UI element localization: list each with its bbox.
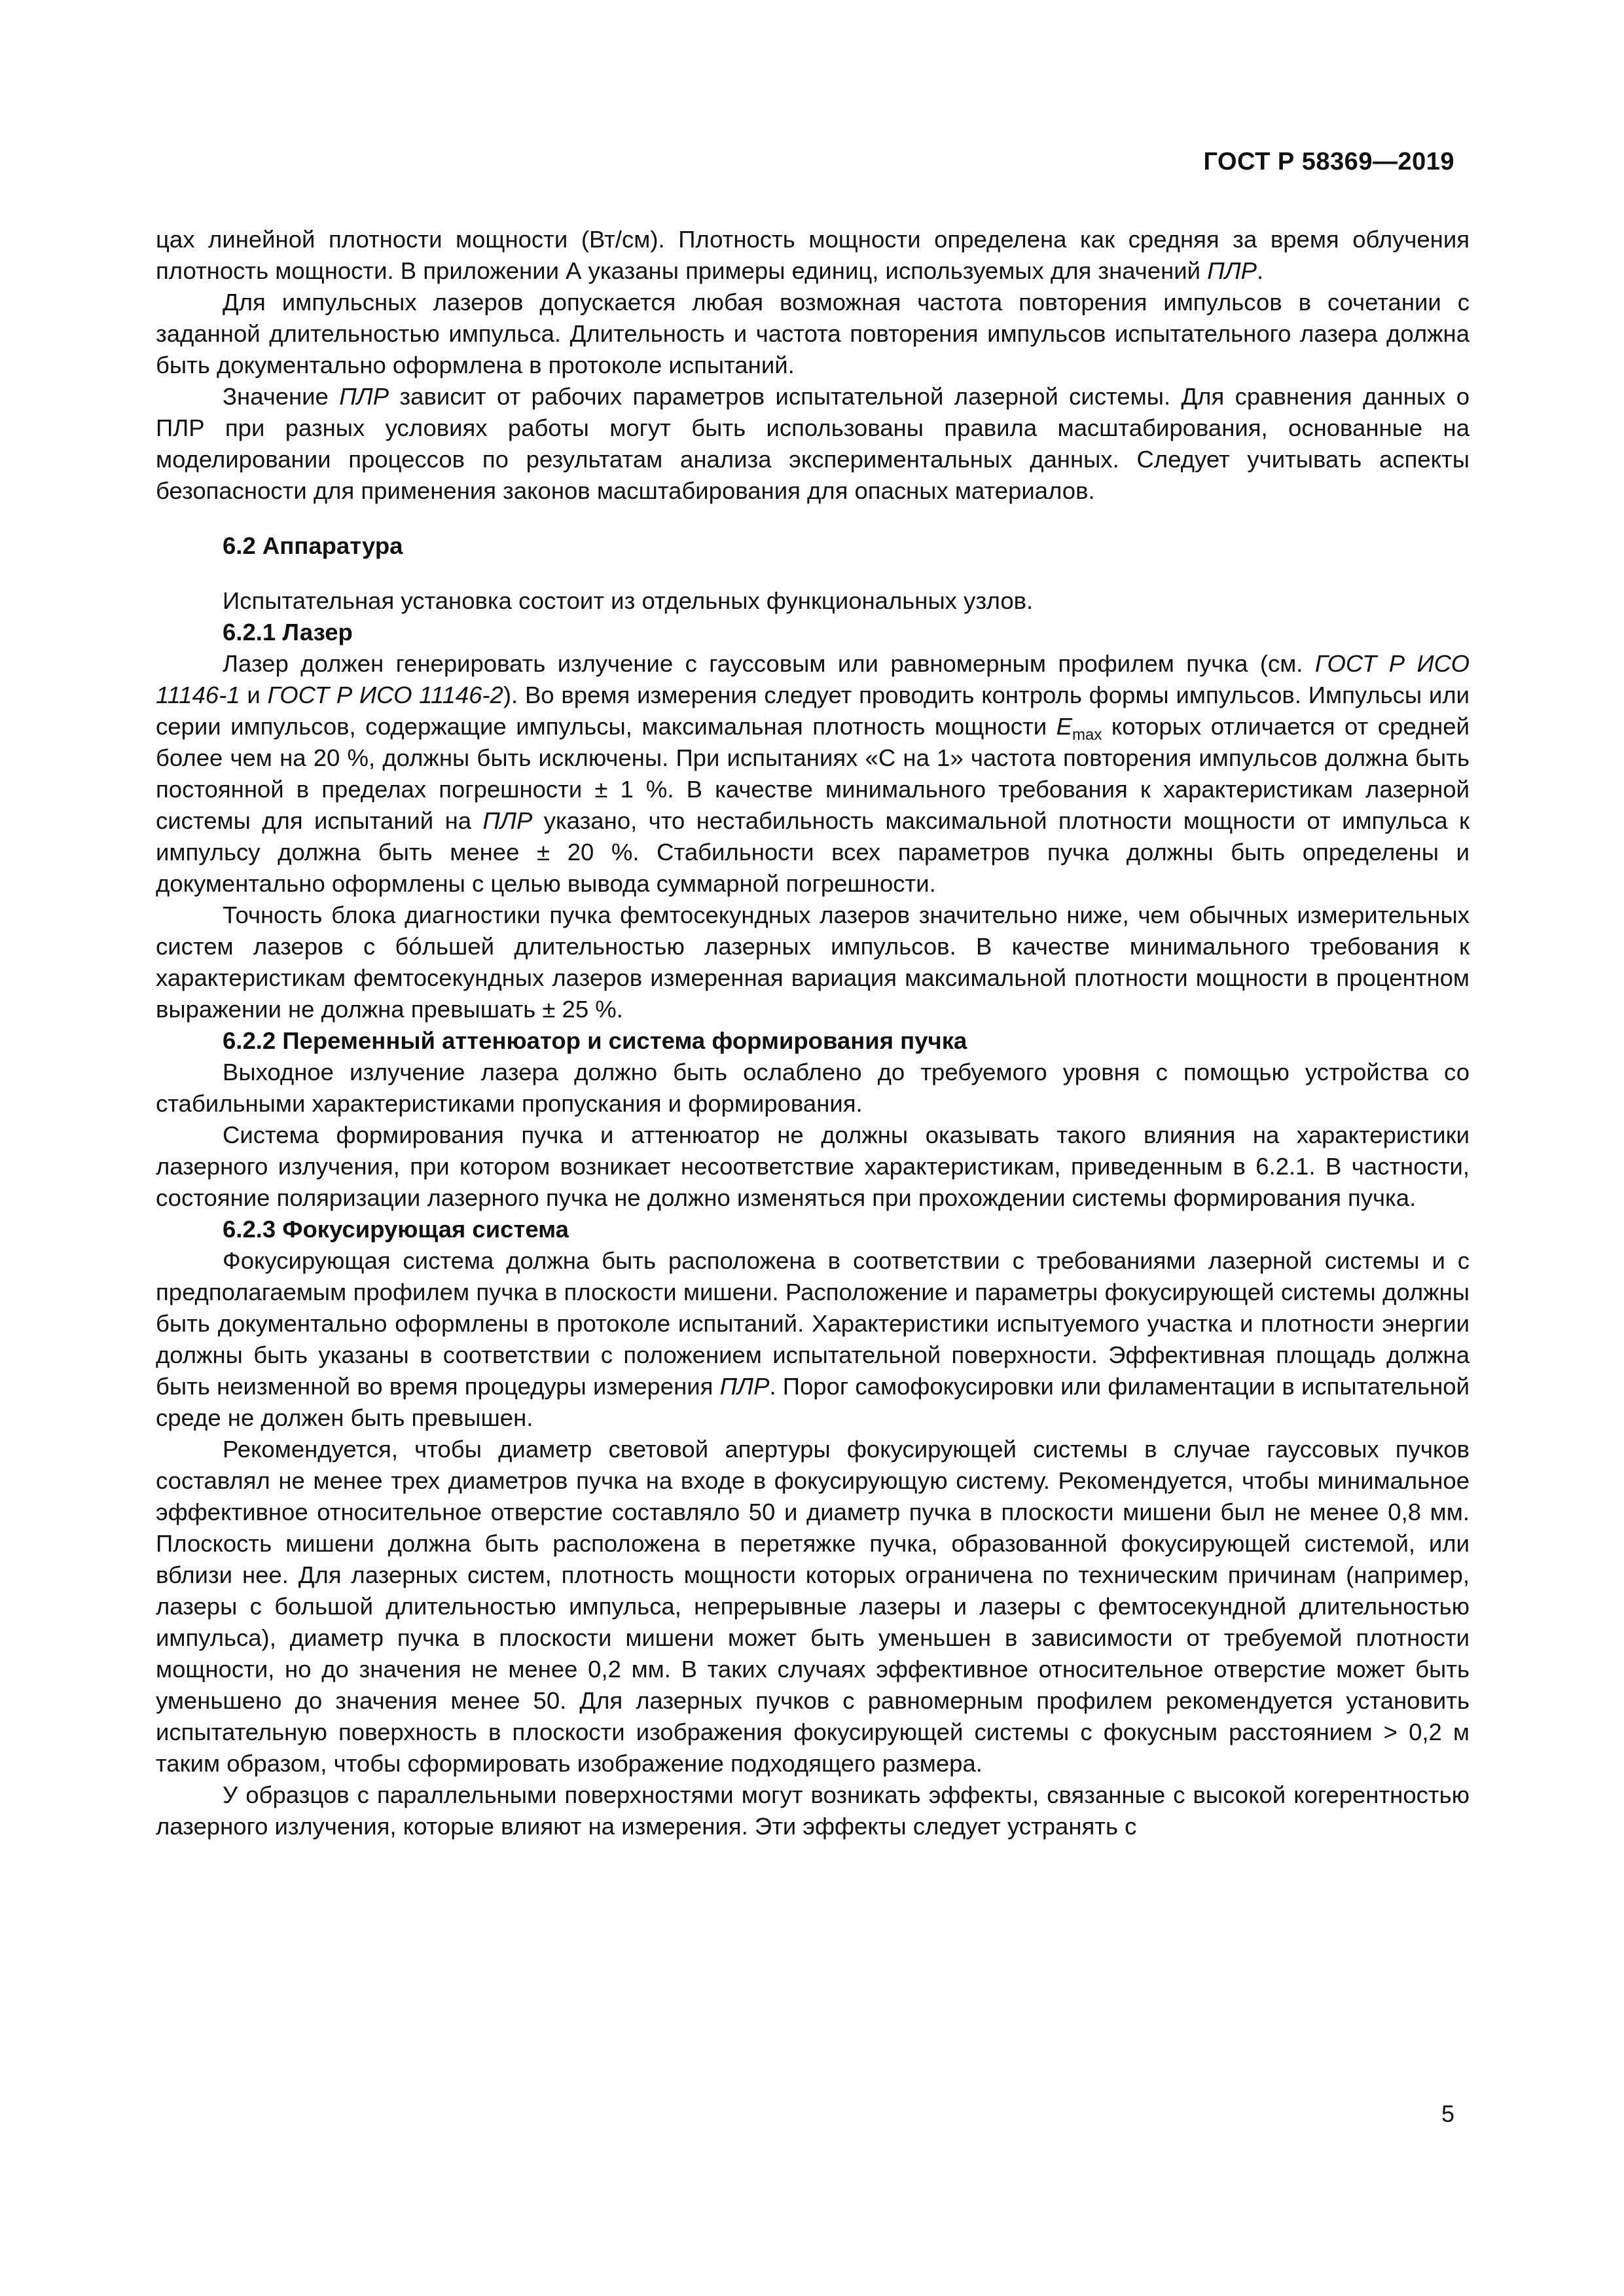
symbol-subscript-max: max (1072, 726, 1102, 744)
standard-ref-11146-2: ГОСТ Р ИСО 11146-2 (267, 682, 503, 708)
paragraph-coherence-effects: У образцов с параллельными поверхностями могут возникать эффекты, связанные с высокой когерентностью лазерного излучения, которые влияют на измерения. Эти эффекты следует устранять с (156, 1781, 1470, 1840)
paragraph-attenuator-output: Выходное излучение лазера должно быть ослаблено до требуемого уровня с помощью устройства со стабильными характеристиками пропускания и формирования. (156, 1059, 1470, 1117)
abbr-plr: ПЛР (482, 807, 533, 834)
paragraph-apparatus: Испытательная установка состоит из отдельных функциональных узлов. (223, 587, 1034, 614)
paragraph-focusing-system: Фокусирующая система должна быть расположена в соответствии с требованиями лазерной системы и с предполагаемым профилем пучка в плоскости мишени. Расположение и параметры фокусирующей системы должны быть документально оформлены в протоколе испытаний. Характеристики испытуемого участка и плотности энергии должны быть указаны в соответствии с положением испытательной поверхности. Эффективная площадь должна быть неизменной во время процедуры измерения ПЛР. Порог самофокусировки или филаментации в испытательной среде не должен быть превышен. (156, 1247, 1470, 1431)
paragraph-pulsed-lasers: Для импульсных лазеров допускается любая возможная частота повторения импульсов в сочетании с заданной длительностью импульса. Длительность и частота повторения импульсов испытательного лазера должна быть документально оформлена в протоколе испытаний. (156, 289, 1470, 378)
paragraph-femtosecond-accuracy: Точность блока диагностики пучка фемтосекундных лазеров значительно ниже, чем обычных измерительных систем лазеров с бóльшей длительностью лазерных импульсов. В качестве минимального требования к характеристикам фемтосекундных лазеров измеренная вариация максимальной плотности мощности в процентном выражении не должна превышать ± 25 %. (156, 902, 1470, 1023)
paragraph-plr-value: Значение ПЛР зависит от рабочих параметров испытательной лазерной системы. Для сравнения данных о ПЛР при разных условиях работы могут быть использованы правила масштабирования, основанные на моделировании процессов по результатам анализа экспериментальных данных. Следует учитывать аспекты безопасности для применения законов масштабирования для опасных материалов. (156, 383, 1470, 504)
page-number: 5 (1441, 2100, 1454, 2127)
paragraph-aperture-recommendation: Рекомендуется, чтобы диаметр световой апертуры фокусирующей системы в случае гауссовых пучков составлял не менее трех диаметров пучка на входе в фокусирующую систему. Рекомендуется, чтобы минимальное эффективное относительное отверстие составляло 50 и диаметр пучка в плоскости мишени был не менее 0,8 мм. Плоскость мишени должна быть расположена в перетяжке пучка, образованной фокусирующей системой, или вблизи нее. Для лазерных систем, плотность мощности которых ограничена по техническим причинам (например, лазеры с большой длительностью импульса, непрерывные лазеры и лазеры с фемтосекундной длительностью импульса), диаметр пучка в плоскости мишени может быть уменьшен в зависимости от требуемой плотности мощности, но до значения не менее 0,2 мм. В таких случаях эффективное относительное отверстие может быть уменьшено до значения менее 50. Для лазерных пучков с равномерным профилем рекомендуется установить испытательную поверхность в плоскости изображения фокусирующей системы с фокусным расстоянием > 0,2 м таким образом, чтобы сформировать изображение подходящего размера. (156, 1436, 1470, 1777)
symbol-e: E (1056, 713, 1073, 740)
abbr-plr: ПЛР (719, 1373, 770, 1400)
standard-ref-11146-1: ГОСТ Р ИСО 11146-1 (156, 650, 1470, 708)
section-heading-6-2-3: 6.2.3 Фокусирующая система (223, 1216, 569, 1243)
section-heading-6-2-2: 6.2.2 Переменный аттенюатор и система формирования пучка (223, 1027, 967, 1054)
section-heading-6-2: 6.2 Аппаратура (223, 532, 403, 559)
document-body (156, 224, 1470, 1842)
abbr-plr: ПЛР (1207, 257, 1257, 284)
paragraph-power-density: цах линейной плотности мощности (Вт/см). Плотность мощности определена как средняя за время облучения плотность мощности. В приложении А указаны примеры единиц, используемых для значений ПЛР. (156, 226, 1470, 284)
document-code-header: ГОСТ Р 58369—2019 (1203, 148, 1454, 175)
abbr-plr: ПЛР (339, 383, 389, 410)
paragraph-laser-requirements: Лазер должен генерировать излучение с гауссовым или равномерным профилем пучка (см. ГОСТ Р ИСО 11146-1 и ГОСТ Р ИСО 11146-2). Во время измерения следует проводить контроль формы импульсов. Импульсы или серии импульсов, содержащие импульсы, максимальная плотность мощности $E_{max}$ которых отличается от средней более чем на 20 %, должны быть исключены. При испытаниях «С на 1» частота повторения импульсов должна быть постоянной в пределах погрешности ± 1 %. В качестве минимального требования к характеристикам лазерной системы для испытаний на ПЛР указано, что нестабильность максимальной плотности мощности от импульса к импульсу должна быть менее ± 20 %. Стабильности всех параметров пучка должны быть определены и документально оформлены с целью вывода суммарной погрешности. (156, 650, 1470, 897)
paragraph-beam-forming: Система формирования пучка и аттенюатор не должны оказывать такого влияния на характеристики лазерного излучения, при котором возникает несоответствие характеристикам, приведенным в 6.2.1. В частности, состояние поляризации лазерного пучка не должно изменяться при прохождении системы формирования пучка. (156, 1121, 1470, 1211)
section-heading-6-2-1: 6.2.1 Лазер (223, 619, 353, 646)
